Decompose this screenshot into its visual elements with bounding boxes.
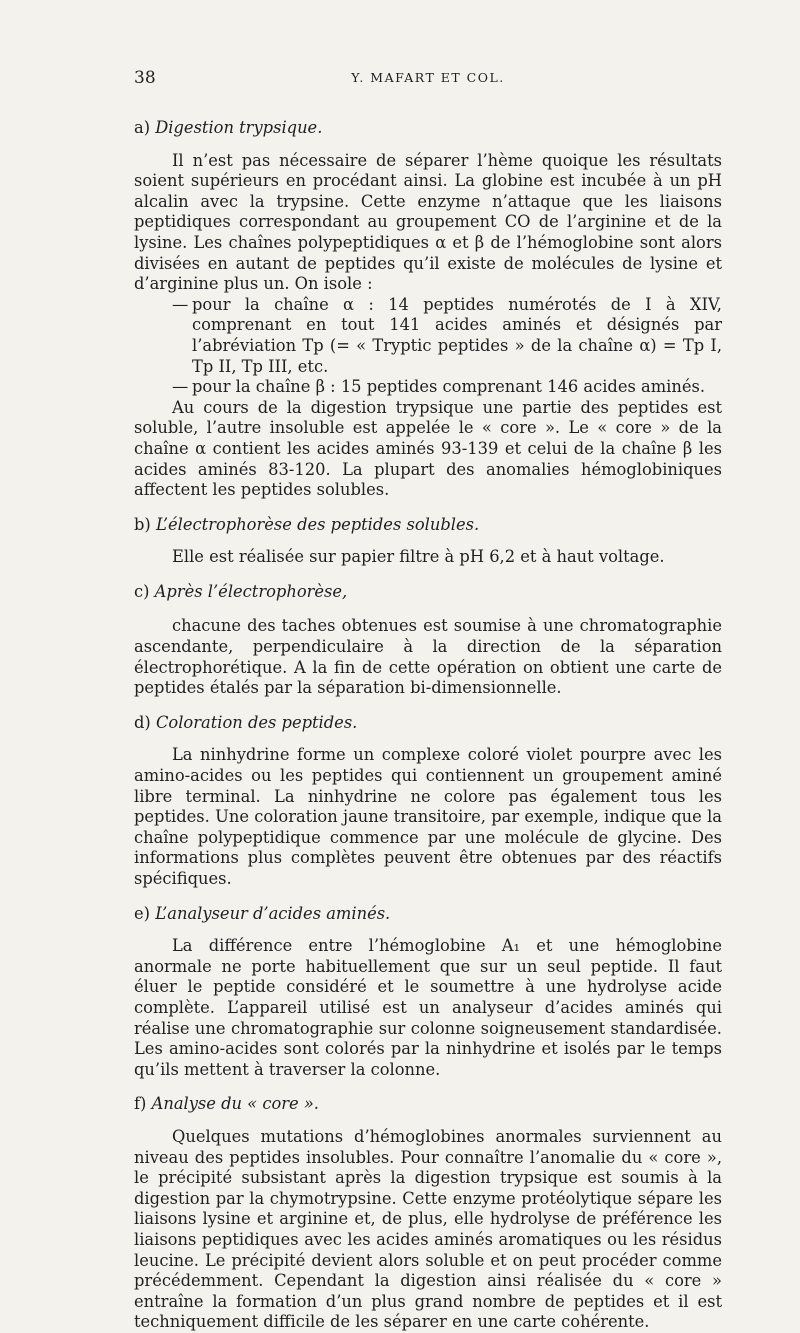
section-letter: d)	[134, 712, 151, 732]
section-title: Analyse du « core ».	[151, 1094, 319, 1114]
section-letter: f)	[134, 1094, 147, 1114]
paragraph: Quelques mutations d’hémoglobines anormales surviennent au niveau des peptides insolubles. Pour connaître l’anomalie du « core », le précipité subsistant après la digestion trypsique est soumis à la digestion par la chymotrypsine. Cette enzyme protéolytique sépare les liaisons lysine et arginine et, de plus, elle hydrolyse de préférence les liaisons peptidiques avec les acides aminés aromatiques ou les résidus leucine. Le précipité devient alors soluble et on peut procéder comme précédemment. Cependant la digestion ainsi réalisée du « core » entraîne la formation d’un plus grand nombre de peptides et il est techniquement difficile de les séparer en une carte cohérente.	[134, 1126, 722, 1332]
page-number: 38	[134, 68, 156, 88]
section-heading-f	[134, 1094, 722, 1115]
section-title: Après l’électrophorèse,	[154, 581, 348, 601]
paragraph: La différence entre l’hémoglobine A₁ et une hémoglobine anormale ne porte habituellement que sur un seul peptide. Il faut éluer le peptide considéré et le soumettre à une hydrolyse acide complète. L’appareil utilisé est un analyseur d’acides aminés qui réalise une chromatographie sur colonne soigneusement standardisée. Les amino-acides sont colorés par la ninhydrine et isolés par le temps qu’ils mettent à traverser la colonne.	[134, 936, 722, 1079]
section-letter: e)	[134, 903, 150, 923]
running-head: Y. MAFART ET COL.	[351, 70, 505, 85]
list-item	[134, 295, 722, 377]
page-header	[134, 68, 722, 92]
section-title: L’électrophorèse des peptides solubles.	[155, 514, 480, 534]
section-title: Coloration des peptides.	[155, 712, 358, 732]
paragraph: La ninhydrine forme un complexe coloré violet pourpre avec les amino-acides ou les peptides qui contiennent un groupement aminé libre terminal. La ninhydrine ne colore pas également tous les peptides. Une coloration jaune transitoire, par exemple, indique que la chaîne polypeptidique commence par une molécule de glycine. Des informations plus complètes peuvent être obtenues par des réactifs spécifiques.	[134, 745, 722, 888]
list-item-text: pour la chaîne β : 15 peptides comprenant 146 acides aminés.	[192, 377, 706, 397]
article-body	[134, 118, 722, 1333]
section-heading-d	[134, 713, 722, 734]
dash-marker: —	[172, 294, 189, 314]
section-title: L’analyseur d’acides aminés.	[155, 903, 391, 923]
list-item-text: pour la chaîne α : 14 peptides numérotés de I à XIV, comprenant en tout 141 acides aminés et désignés par l’abréviation Tp (= « Tryptic peptides » de la chaîne α) = Tp I, Tp II, Tp III, etc.	[192, 294, 722, 376]
list-item	[134, 377, 722, 398]
section-heading-c	[134, 582, 722, 603]
section-heading-a	[134, 118, 722, 139]
section-title: Digestion trypsique.	[155, 118, 323, 137]
paragraph: Elle est réalisée sur papier filtre à pH 6,2 et à haut voltage.	[172, 547, 665, 567]
paragraph: chacune des taches obtenues est soumise à une chromatographie ascendante, perpendiculaire à la direction de la séparation électrophorétique. A la fin de cette opération on obtient une carte de peptides étalés par la séparation bi-dimensionnelle.	[134, 616, 722, 698]
section-heading-b	[134, 515, 722, 536]
dash-marker: —	[172, 377, 189, 397]
section-letter: a)	[134, 118, 151, 137]
section-letter: b)	[134, 514, 151, 534]
section-heading-e	[134, 904, 722, 925]
section-letter: c)	[134, 581, 150, 601]
paragraph: Au cours de la digestion trypsique une partie des peptides est soluble, l’autre insoluble est appelée le « core ». Le « core » de la chaîne α contient les acides aminés 93-139 et celui de la chaîne β les acides aminés 83-120. La plupart des anomalies hémoglobiniques affectent les peptides solubles.	[134, 397, 722, 500]
paragraph: Il n’est pas nécessaire de séparer l’hème quoique les résultats soient supérieurs en procédant ainsi. La globine est incubée à un pH alcalin avec la trypsine. Cette enzyme n’attaque que les liaisons peptidiques correspondant au groupement CO de l’arginine et de la lysine. Les chaînes polypeptidiques α et β de l’hémoglobine sont alors divisées en autant de peptides qu’il existe de molécules de lysine et d’arginine plus un. On isole :	[134, 150, 722, 294]
